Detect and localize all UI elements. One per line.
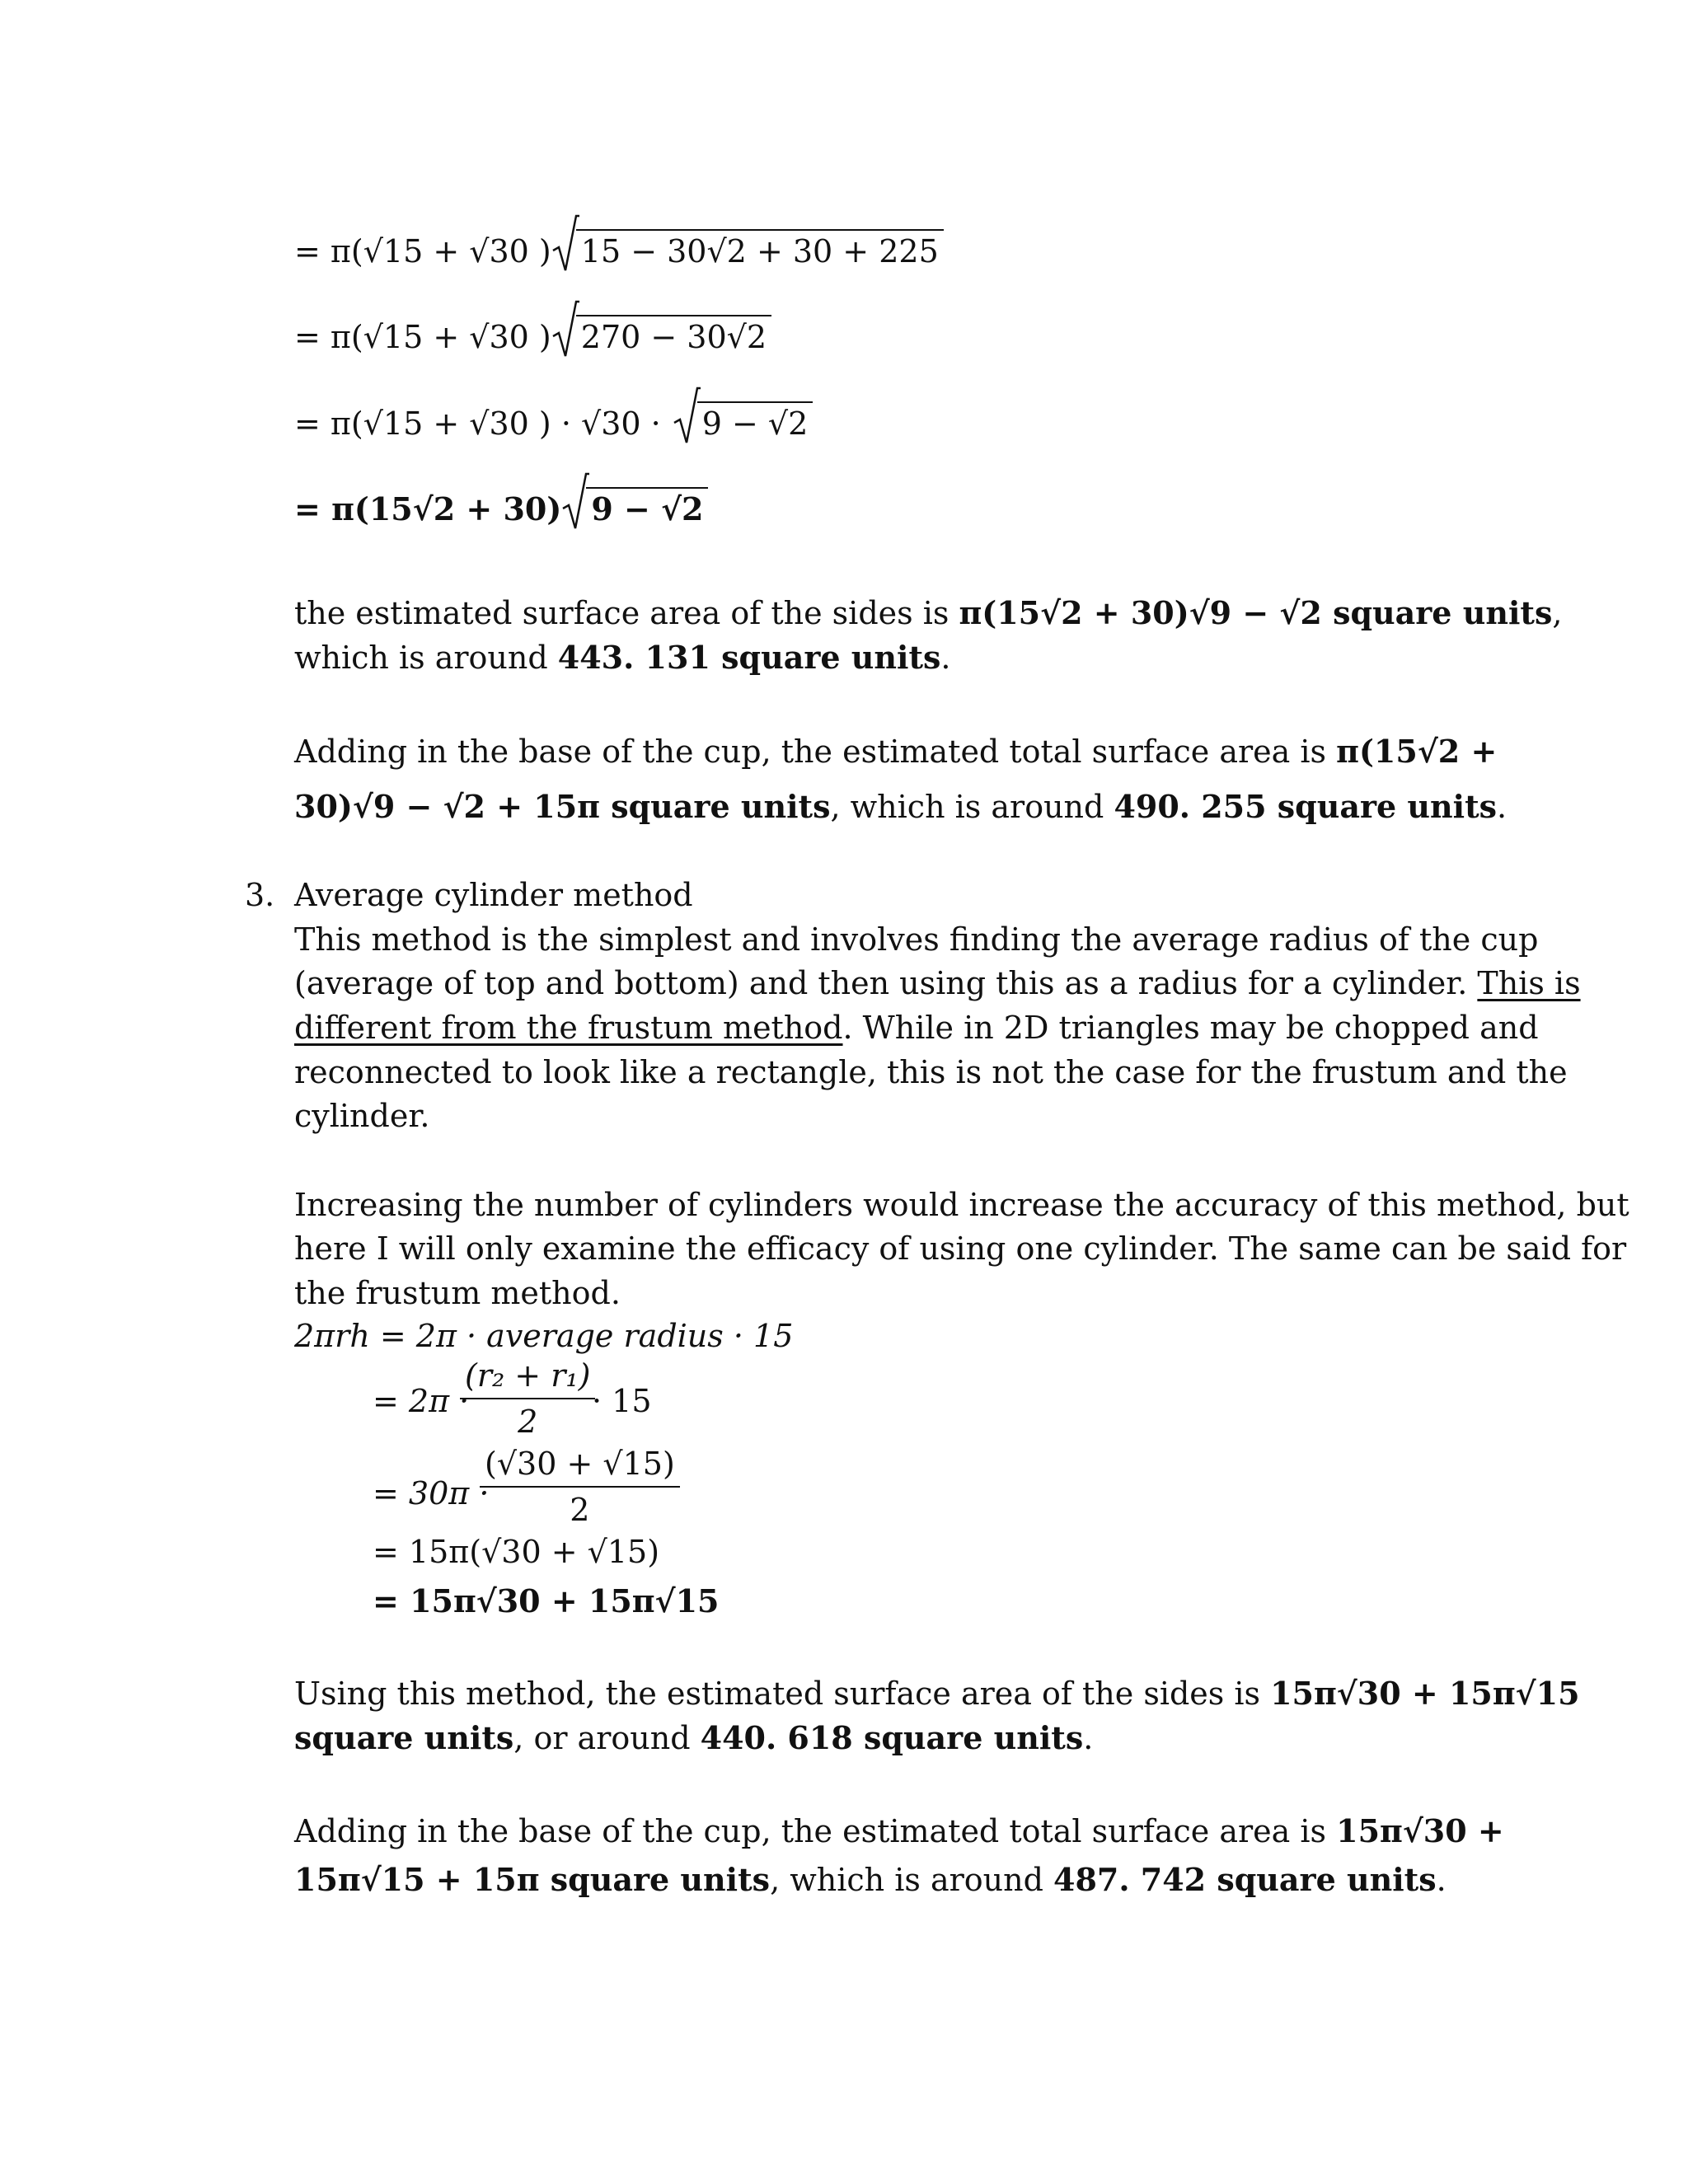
radical-3 xyxy=(673,401,814,442)
para1-line-1: This method is the simplest and involves finding the average radius of the cup xyxy=(294,921,1539,958)
sides-text: the estimated surface area of the sides is xyxy=(294,595,959,631)
derivation-line-3 xyxy=(294,401,813,442)
fraction-1 xyxy=(460,1357,595,1440)
radical-4 xyxy=(561,487,708,525)
section-number: 3. xyxy=(245,877,275,913)
radical-sign-icon xyxy=(561,472,589,530)
para1-line-2-text: (average of top and bottom) and then using this as a radius for a cylinder. xyxy=(294,965,1478,1001)
cyl-total-line-1 xyxy=(294,1812,1504,1849)
cyl-sides-unit: square units xyxy=(294,1719,514,1756)
para1-line-5: cylinder. xyxy=(294,1098,430,1134)
para2-line-2: here I will only examine the efficacy of using one cylinder. The same can be said for xyxy=(294,1230,1627,1267)
sides-value: 443. 131 square units xyxy=(557,639,941,676)
sides-period: . xyxy=(940,640,951,676)
fraction-2-denominator: 2 xyxy=(570,1492,590,1528)
cyl-total-text: Adding in the base of the cup, the estimated total surface area is xyxy=(294,1813,1337,1849)
radicand-1: 15 − 30√2 + 30 + 225 xyxy=(576,229,944,267)
sides-unit: square units xyxy=(1321,594,1553,631)
calc-line-4: = 15π(√30 + √15) xyxy=(373,1534,660,1570)
cyl-sides-value: 440. 618 square units xyxy=(700,1719,1084,1756)
derivation-line-1 xyxy=(294,229,944,267)
calc-line-5: = 15π√30 + 15π√15 xyxy=(373,1582,720,1619)
derivation-line-4 xyxy=(294,487,708,525)
derivation-line-1-prefix: = π(√15 + √30 ) xyxy=(294,233,551,269)
total-period: . xyxy=(1497,789,1507,825)
cyl-total-value: 487. 742 square units xyxy=(1053,1861,1437,1898)
radicand-3: 9 − √2 xyxy=(697,401,814,439)
cyl-sides-text: Using this method, the estimated surface area of the sides is xyxy=(294,1675,1271,1712)
total-expression-1: π(15√2 + xyxy=(1336,733,1498,770)
sides-comma: , xyxy=(1552,595,1563,631)
cyl-total-around-text: , which is around xyxy=(770,1862,1053,1898)
cyl-total-line-2 xyxy=(294,1861,1447,1898)
cyl-sides-period: . xyxy=(1083,1720,1094,1756)
cyl-sides-line-2 xyxy=(294,1719,1094,1756)
sides-expression: π(15√2 + 30)√9 − √2 xyxy=(959,594,1322,631)
total-line-1 xyxy=(294,733,1498,770)
radicand-2: 270 − 30√2 xyxy=(576,315,771,353)
fraction-2-numerator: (√30 + √15) xyxy=(480,1448,680,1488)
para2-line-3: the frustum method. xyxy=(294,1275,621,1311)
para1-line-4: reconnected to look like a rectangle, this is not the case for the frustum and the xyxy=(294,1054,1568,1090)
derivation-line-2-prefix: = π(√15 + √30 ) xyxy=(294,319,551,355)
fraction-1-denominator: 2 xyxy=(518,1404,538,1440)
fraction-2 xyxy=(480,1448,680,1526)
derivation-line-2 xyxy=(294,315,771,353)
radical-sign-icon xyxy=(551,214,579,272)
underlined-text-2: different from the frustum method xyxy=(294,1010,843,1046)
para2-line-1: Increasing the number of cylinders would increase the accuracy of this method, but xyxy=(294,1187,1629,1223)
cyl-sides-expression: 15π√30 + 15π√15 xyxy=(1270,1675,1580,1712)
calc-line-3-prefix: = 30π · xyxy=(373,1475,490,1511)
total-value: 490. 255 square units xyxy=(1114,788,1498,825)
radical-1 xyxy=(551,229,944,267)
radical-sign-icon xyxy=(673,387,701,444)
total-expression-2: 30)√9 − √2 + 15π square units xyxy=(294,788,831,825)
radicand-4: 9 − √2 xyxy=(586,487,708,525)
derivation-line-4-prefix: = π(15√2 + 30) xyxy=(294,490,562,527)
derivation-line-3-prefix: = π(√15 + √30 ) · √30 · xyxy=(294,405,661,442)
total-around-text: , which is around xyxy=(830,789,1114,825)
para1-line-3-text: . While in 2D triangles may be chopped and xyxy=(842,1010,1539,1046)
radical-2 xyxy=(551,315,771,353)
underlined-text-1: This is xyxy=(1477,965,1581,1001)
cyl-total-period: . xyxy=(1436,1862,1447,1898)
calc-line-2-suffix: · 15 xyxy=(592,1383,652,1419)
calc-line-2-prefix: = 2π · xyxy=(373,1383,470,1419)
cyl-total-expression-1: 15π√30 + xyxy=(1336,1812,1504,1849)
calc-line-1: 2πrh = 2π · average radius · 15 xyxy=(294,1318,794,1354)
fraction-1-numerator: (r₂ + r₁) xyxy=(460,1360,595,1399)
sides-around-text: which is around xyxy=(294,640,558,676)
cyl-total-expression-2: 15π√15 + 15π square units xyxy=(294,1861,771,1898)
total-line-2 xyxy=(294,788,1507,825)
section-heading: Average cylinder method xyxy=(294,877,693,913)
cyl-sides-line-1 xyxy=(294,1675,1580,1712)
para1-line-2 xyxy=(294,965,1581,1001)
radical-sign-icon xyxy=(551,300,579,358)
sides-line-2 xyxy=(294,639,951,676)
sides-line-1 xyxy=(294,594,1563,631)
para1-line-3 xyxy=(294,1010,1539,1046)
total-text: Adding in the base of the cup, the estimated total surface area is xyxy=(294,733,1337,770)
cyl-sides-around-text: , or around xyxy=(513,1720,701,1756)
